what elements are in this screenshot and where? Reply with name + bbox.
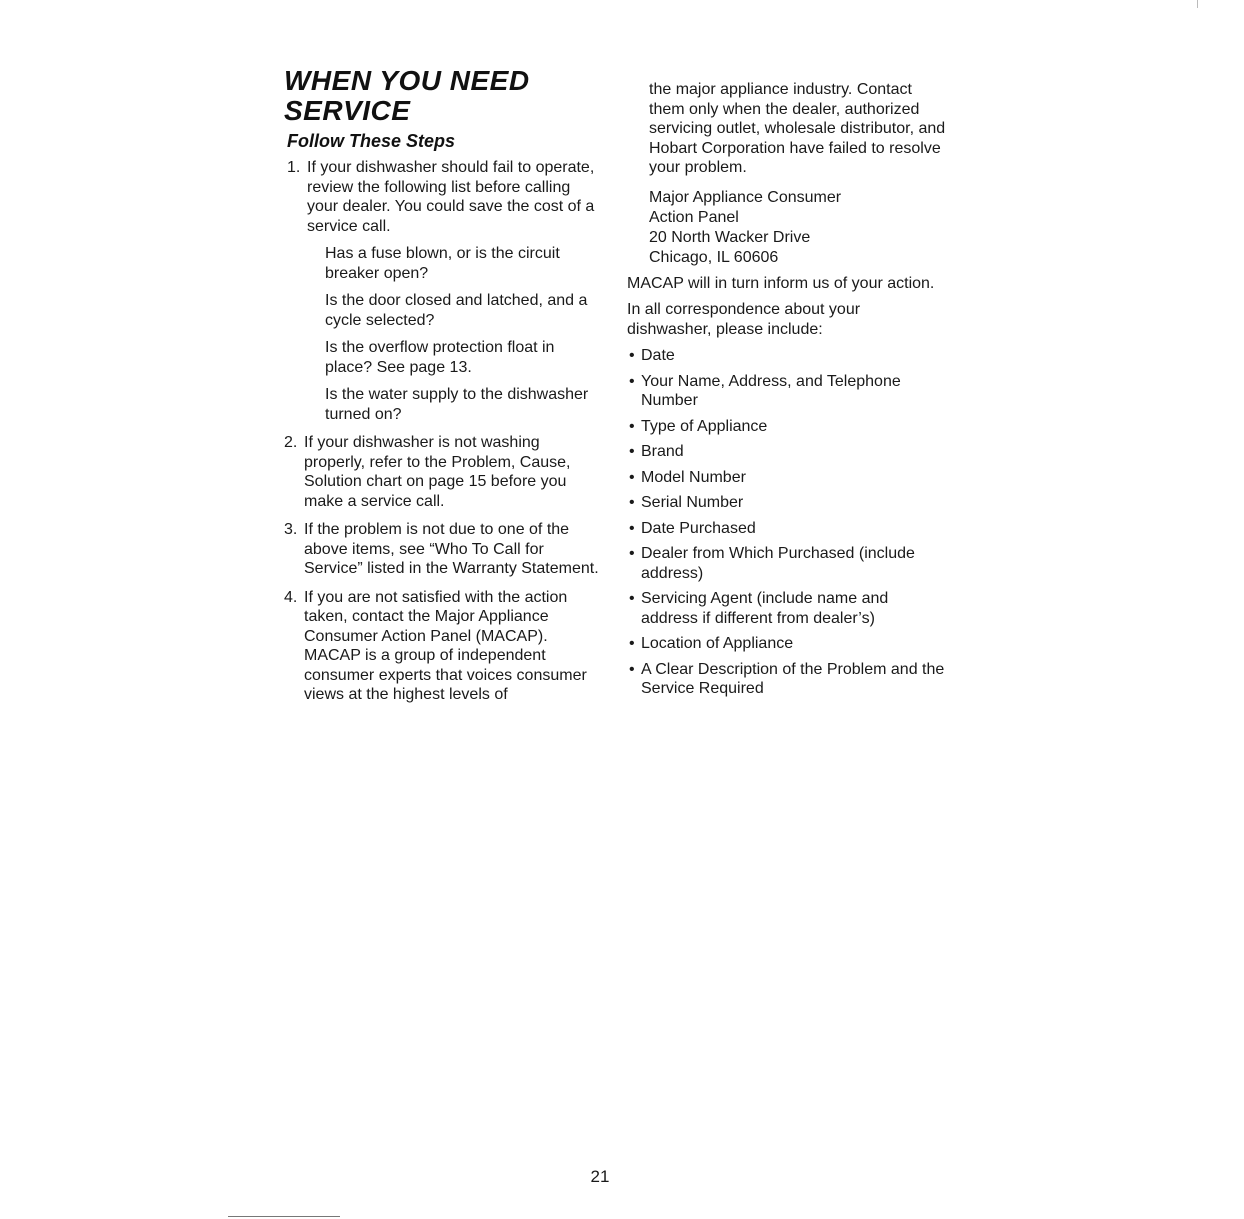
- list-item: [627, 660, 947, 699]
- footer-rule: [228, 1216, 340, 1217]
- step-number: 3.: [284, 521, 298, 538]
- bullet-icon: •: [629, 635, 635, 652]
- page-title: [284, 66, 604, 126]
- step-number: 1.: [287, 159, 301, 176]
- list-item: [627, 468, 947, 488]
- step-3: [284, 520, 604, 579]
- bullet-icon: •: [629, 372, 635, 390]
- bullet-icon: •: [629, 468, 635, 486]
- step-text: If the problem is not due to one of the above items, see “Who To Call for Service” listed in the Warranty Statement.: [304, 521, 599, 577]
- macap-address: [627, 188, 947, 268]
- checklist-item: Is the door closed and latched, and a cycle selected?: [325, 292, 588, 329]
- bullet-icon: •: [629, 417, 635, 435]
- list-item-text: A Clear Description of the Problem and the Service Required: [641, 660, 945, 697]
- step-text: If your dishwasher is not washing properly, refer to the Problem, Cause, Solution chart on page 15 before you make a service call.: [304, 434, 571, 510]
- list-item-text: Serial Number: [641, 494, 744, 511]
- list-item: [627, 346, 947, 366]
- bullet-icon: •: [629, 660, 635, 678]
- list-item: [627, 442, 947, 462]
- step-4: [284, 588, 604, 705]
- bullet-icon: •: [629, 519, 635, 537]
- correspondence-intro: In all correspondence about your dishwasher, please include:: [627, 301, 861, 338]
- list-item-text: Your Name, Address, and Telephone Number: [641, 372, 901, 409]
- continuation-text: the major appliance industry. Contact them only when the dealer, authorized servicing outlet, wholesale distributor, and Hobart Corporation have failed to resolve your problem.: [649, 81, 946, 176]
- bullet-icon: •: [629, 545, 635, 562]
- list-item-text: Model Number: [641, 468, 746, 486]
- bullet-icon: •: [629, 347, 635, 364]
- list-item-text: Brand: [641, 443, 684, 460]
- step-2: [284, 433, 604, 511]
- checklist: [325, 244, 604, 424]
- list-item: [627, 544, 947, 583]
- list-item: [627, 519, 947, 539]
- title-line-1: WHEN YOU NEED: [284, 65, 530, 96]
- list-item: [627, 634, 947, 654]
- checklist-item: Is the overflow protection float in place? See page 13.: [325, 339, 555, 376]
- list-item: [627, 493, 947, 513]
- checklist-item: Is the water supply to the dishwasher turned on?: [325, 386, 589, 423]
- macap-note: MACAP will in turn inform us of your action.: [627, 274, 935, 292]
- list-item-text: Date: [641, 347, 675, 364]
- step-1: [287, 158, 604, 424]
- list-item: [627, 372, 947, 411]
- section-subtitle: Follow These Steps: [287, 131, 456, 151]
- list-item: [627, 589, 947, 628]
- list-item-text: Dealer from Which Purchased (include address): [641, 545, 915, 582]
- step-text: If you are not satisfied with the action taken, contact the Major Appliance Consumer Action Panel (MACAP). MACAP is a group of independent consumer experts that voices consumer views at the highest levels of: [304, 588, 587, 703]
- step-number: 2.: [284, 434, 298, 451]
- list-item-text: Servicing Agent (include name and address if different from dealer’s): [641, 590, 889, 627]
- bullet-icon: •: [629, 590, 635, 607]
- address-line: Major Appliance Consumer: [649, 188, 842, 206]
- left-column: [284, 66, 604, 714]
- list-item-text: Type of Appliance: [641, 417, 768, 435]
- address-line: 20 North Wacker Drive: [649, 228, 811, 246]
- include-list: [627, 346, 947, 699]
- list-item-text: Location of Appliance: [641, 635, 794, 652]
- step-number: 4.: [284, 588, 298, 606]
- scan-mark: [1197, 0, 1198, 8]
- address-line: Action Panel: [649, 208, 739, 226]
- address-line: Chicago, IL 60606: [649, 248, 779, 266]
- bullet-icon: •: [629, 443, 635, 460]
- page-number: 21: [590, 1167, 610, 1186]
- bullet-icon: •: [629, 494, 635, 511]
- list-item-text: Date Purchased: [641, 519, 756, 537]
- checklist-item: Has a fuse blown, or is the circuit breaker open?: [325, 245, 560, 282]
- title-line-2: SERVICE: [284, 95, 411, 126]
- right-column: [627, 80, 947, 705]
- list-item: [627, 417, 947, 437]
- step-text: If your dishwasher should fail to operate, review the following list before calling your dealer. You could save the cost of a service call.: [307, 159, 595, 235]
